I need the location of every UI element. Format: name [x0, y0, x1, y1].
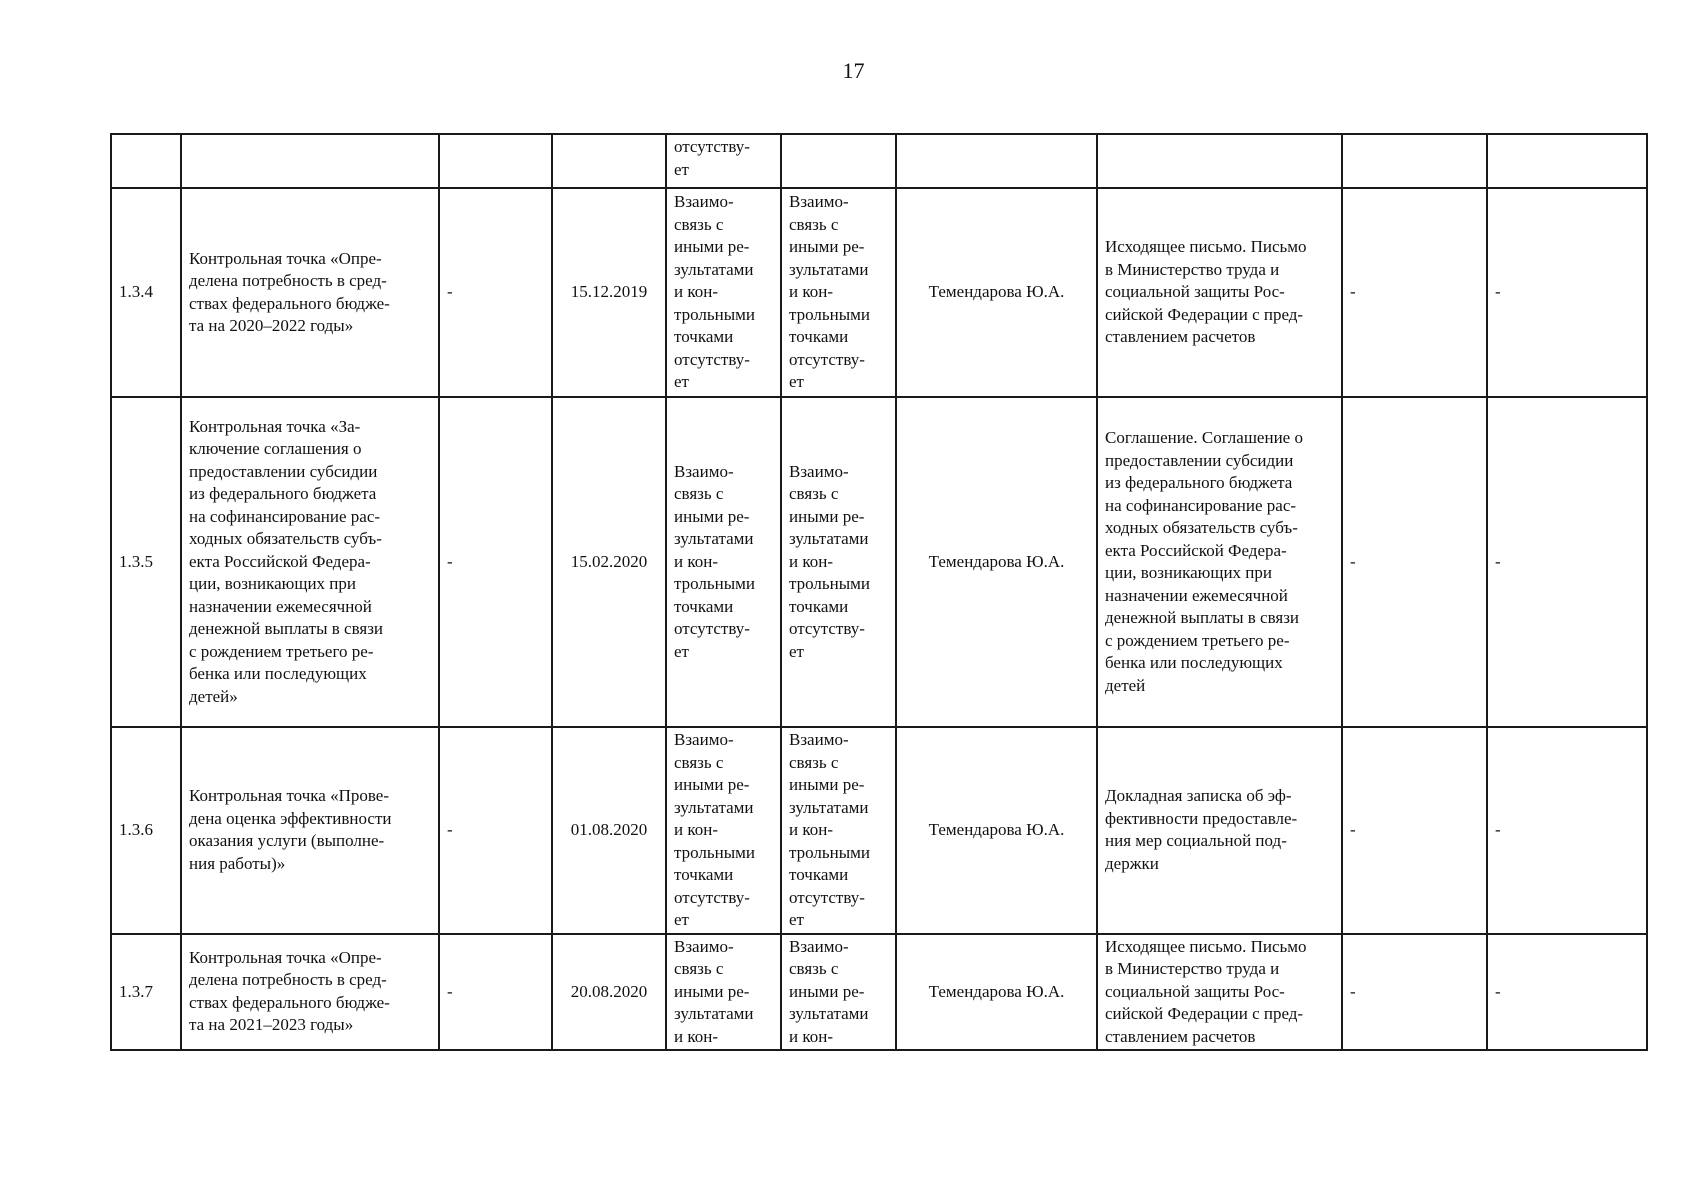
cell-responsible	[896, 134, 1097, 188]
cell-prev-relation: отсутству- ет	[666, 134, 781, 188]
table-row	[111, 727, 1647, 934]
cell-end: 15.02.2020	[552, 397, 666, 727]
cell-next-relation: Взаимо- связь с иными ре- зультатами и кон- трольными точками отсутству- ет	[781, 727, 896, 934]
cell-system: -	[1487, 934, 1647, 1051]
cell-name	[181, 134, 439, 188]
cell-system: -	[1487, 727, 1647, 934]
cell-start: -	[439, 397, 552, 727]
cell-system: -	[1487, 188, 1647, 397]
table-row	[111, 188, 1647, 397]
cell-num: 1.3.4	[111, 188, 181, 397]
cell-start	[439, 134, 552, 188]
cell-start: -	[439, 934, 552, 1051]
cell-level: -	[1342, 934, 1487, 1051]
page-number: 17	[842, 58, 865, 83]
cell-next-relation	[781, 134, 896, 188]
cell-document: Исходящее письмо. Письмо в Министерство труда и социальной защиты Рос- сийской Федерации с пред- ставлением расчетов	[1097, 934, 1342, 1051]
cell-prev-relation: Взаимо- связь с иными ре- зультатами и кон-	[666, 934, 781, 1051]
cell-end: 15.12.2019	[552, 188, 666, 397]
cell-name: Контрольная точка «Опре- делена потребность в сред- ствах федерального бюдже- та на 2021–2023 годы»	[181, 934, 439, 1051]
cell-level: -	[1342, 727, 1487, 934]
cell-system	[1487, 134, 1647, 188]
cell-num: 1.3.6	[111, 727, 181, 934]
cell-responsible: Темендарова Ю.А.	[896, 727, 1097, 934]
cell-system: -	[1487, 397, 1647, 727]
cell-next-relation: Взаимо- связь с иными ре- зультатами и кон-	[781, 934, 896, 1051]
cell-num: 1.3.7	[111, 934, 181, 1051]
cell-num: 1.3.5	[111, 397, 181, 727]
cell-document: Исходящее письмо. Письмо в Министерство труда и социальной защиты Рос- сийской Федерации с пред- ставлением расчетов	[1097, 188, 1342, 397]
table-row-continuation	[111, 134, 1647, 188]
cell-start: -	[439, 727, 552, 934]
cell-end: 20.08.2020	[552, 934, 666, 1051]
cell-end: 01.08.2020	[552, 727, 666, 934]
cell-responsible: Темендарова Ю.А.	[896, 397, 1097, 727]
cell-name: Контрольная точка «Опре- делена потребность в сред- ствах федерального бюдже- та на 2020–2022 годы»	[181, 188, 439, 397]
cell-document	[1097, 134, 1342, 188]
table-row	[111, 397, 1647, 727]
cell-level: -	[1342, 397, 1487, 727]
cell-start: -	[439, 188, 552, 397]
cell-prev-relation: Взаимо- связь с иными ре- зультатами и кон- трольными точками отсутству- ет	[666, 397, 781, 727]
cell-next-relation: Взаимо- связь с иными ре- зультатами и кон- трольными точками отсутству- ет	[781, 188, 896, 397]
cell-num	[111, 134, 181, 188]
cell-responsible: Темендарова Ю.А.	[896, 188, 1097, 397]
table-row	[111, 934, 1647, 1051]
cell-document: Соглашение. Соглашение о предоставлении субсидии из федерального бюджета на софинансирование рас- ходных обязательств субъ- екта Российской Федера- ции, возникающих при назначении ежемесячной денежной выплаты в связи с рождением третьего ре- бенка или последующих детей	[1097, 397, 1342, 727]
cell-end	[552, 134, 666, 188]
cell-next-relation: Взаимо- связь с иными ре- зультатами и кон- трольными точками отсутству- ет	[781, 397, 896, 727]
cell-name: Контрольная точка «За- ключение соглашения о предоставлении субсидии из федерального бюджета на софинансирование рас- ходных обязательств субъ- екта Российской Федера- ции, возникающих при назначении ежемесячной денежной выплаты в связи с рождением третьего ре- бенка или последующих детей»	[181, 397, 439, 727]
cell-prev-relation: Взаимо- связь с иными ре- зультатами и кон- трольными точками отсутству- ет	[666, 188, 781, 397]
cell-level: -	[1342, 188, 1487, 397]
cell-prev-relation: Взаимо- связь с иными ре- зультатами и кон- трольными точками отсутству- ет	[666, 727, 781, 934]
cell-level	[1342, 134, 1487, 188]
control-points-table	[110, 133, 1648, 1051]
cell-document: Докладная записка об эф- фективности предоставле- ния мер социальной под- держки	[1097, 727, 1342, 934]
cell-name: Контрольная точка «Прове- дена оценка эффективности оказания услуги (выполне- ния работы)»	[181, 727, 439, 934]
cell-responsible: Темендарова Ю.А.	[896, 934, 1097, 1051]
